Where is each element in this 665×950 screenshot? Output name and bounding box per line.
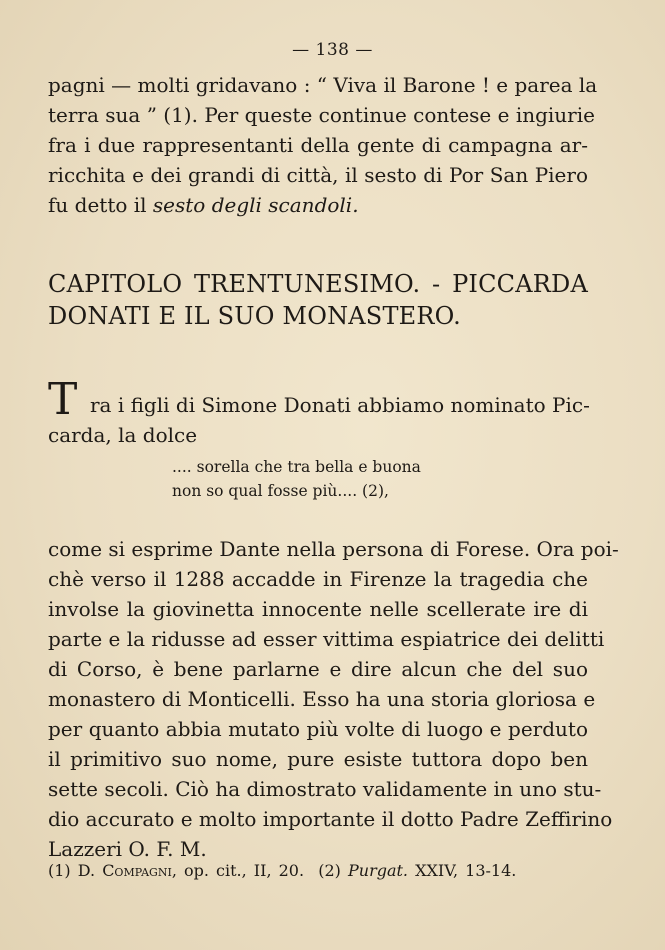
text-line: carda, la dolce [48, 423, 198, 447]
page-number: — 138 — [292, 40, 373, 60]
text-line: dio accurato e molto importante il dotto Padre Zeffirino [48, 807, 613, 831]
dante-quote [172, 455, 421, 503]
text-line: involse la giovinetta innocente nelle scellerate ire di [48, 597, 588, 621]
text-line: fra i due rappresentanti della gente di campagna ar- [48, 133, 588, 157]
chapter-heading [48, 268, 588, 332]
text-line: parte e la ridusse ad esser vittima espiatrice dei delitti [48, 627, 605, 651]
text-line: come si esprime Dante nella persona di Forese. Ora poi- [48, 537, 619, 561]
text-line: per quanto abbia mutato più volte di luogo e perduto [48, 717, 588, 741]
opening-paragraph [48, 390, 588, 450]
text-line: ra i figli di Simone Donati abbiamo nominato Pic- [90, 393, 590, 417]
footnote-1-author: Compagni [102, 861, 172, 880]
chapter-heading-line-2: DONATI E IL SUO MONASTERO. [48, 302, 461, 330]
text-line [48, 190, 588, 220]
text-line: chè verso il 1288 accadde in Firenze la tragedia che [48, 567, 588, 591]
body-paragraph [48, 534, 619, 864]
text-line-prefix: fu detto il [48, 193, 147, 217]
text-line: pagni — molti gridavano : “ Viva il Barone ! e parea la [48, 73, 598, 97]
text-line: ricchita e dei grandi di città, il sesto di Por San Piero [48, 163, 588, 187]
footnote-1-prefix: (1) D. [48, 861, 96, 880]
drop-cap: T [48, 374, 78, 425]
text-line: il primitivo suo nome, pure esiste tuttora dopo ben [48, 747, 588, 771]
text-line: Lazzeri O. F. M. [48, 837, 207, 861]
footnote-2-prefix: (2) [318, 861, 341, 880]
text-line: terra sua ” (1). Per queste continue contese e ingiurie [48, 103, 595, 127]
footnote-2-rest: XXIV, 13-14. [415, 861, 517, 880]
quote-line: .... sorella che tra bella e buona [172, 458, 421, 476]
text-line: monastero di Monticelli. Esso ha una storia gloriosa e [48, 687, 596, 711]
footnote-1-rest: , op. cit., II, 20. [171, 861, 305, 880]
footnotes [48, 858, 588, 884]
italic-phrase: sesto degli scandoli. [152, 193, 359, 217]
text-line: di Corso, è bene parlarne e dire alcun che del suo [48, 657, 588, 681]
text-line: sette secoli. Ciò ha dimostrato validamente in uno stu- [48, 777, 602, 801]
continuation-paragraph [48, 70, 598, 220]
chapter-heading-line-1: CAPITOLO TRENTUNESIMO. - PICCARDA [48, 270, 588, 298]
footnote-2-title: Purgat. [348, 861, 409, 880]
quote-line: non so qual fosse più.... (2), [172, 482, 389, 500]
